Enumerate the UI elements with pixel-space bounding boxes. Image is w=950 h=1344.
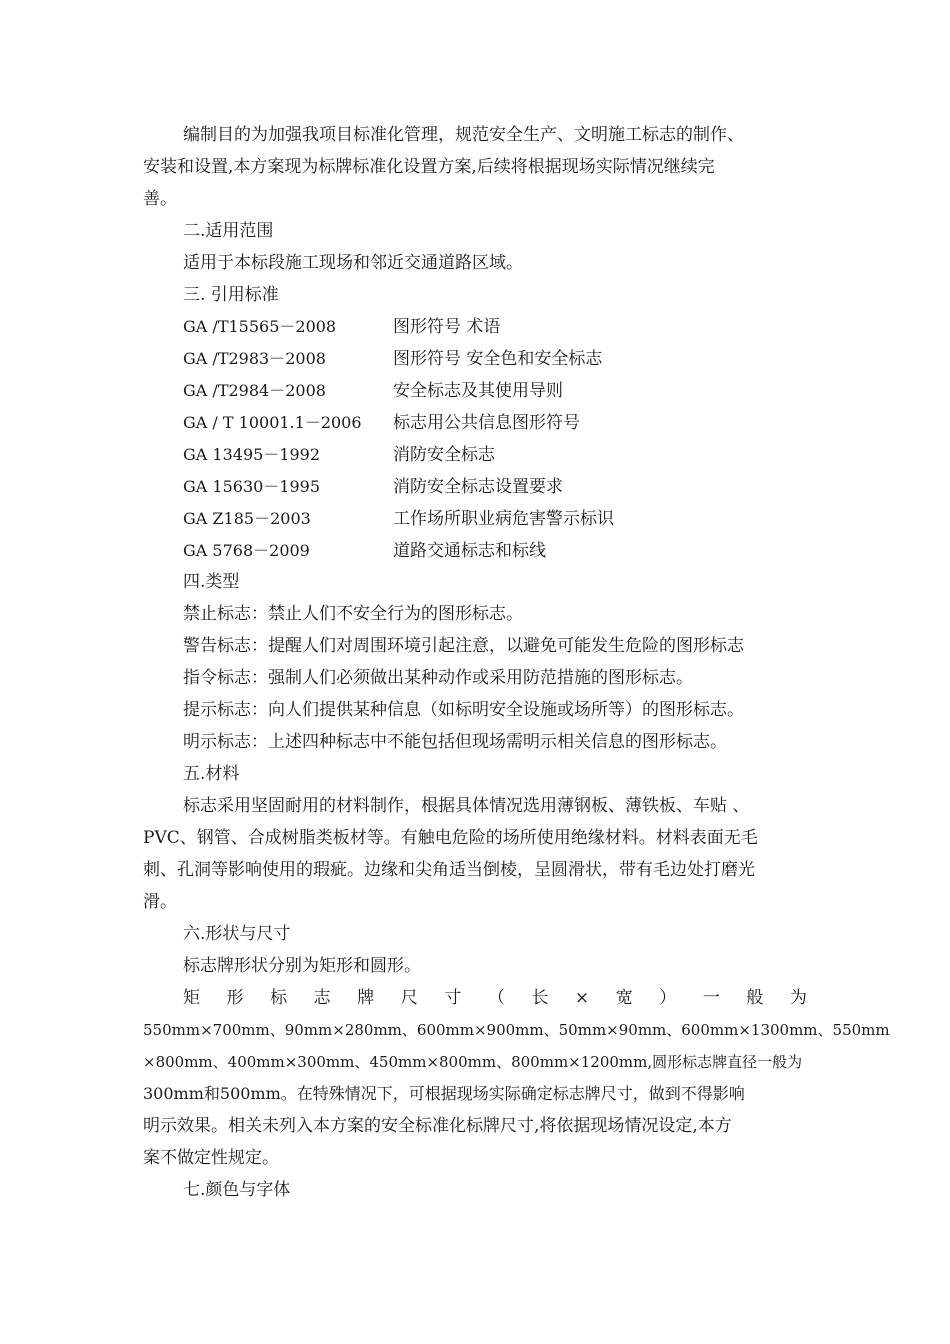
justified-char: 寸 bbox=[444, 988, 462, 1008]
justified-char: 为 bbox=[789, 988, 807, 1008]
materials-line-3: 刺、孔洞等影响使用的瑕疵。边缘和尖角适当倒棱，呈圆滑状，带有毛边处打磨光 bbox=[143, 860, 755, 880]
standard-title: 消防安全标志 bbox=[393, 445, 495, 465]
justified-char: 宽 bbox=[615, 988, 633, 1008]
shape-line-3: ×800mm、400mm×300mm、450mm×800mm、800mm×1200mm,圆形标志牌直径一般为 bbox=[143, 1053, 803, 1071]
standard-code: GA /T2983－2008 bbox=[183, 349, 326, 368]
shape-text: 标志牌形状分别为矩形和圆形。 bbox=[183, 956, 421, 976]
materials-line-2: PVC、钢管、合成树脂类板材等。有触电危险的场所使用绝缘材料。材料表面无毛 bbox=[143, 828, 758, 848]
types-heading: 四.类型 bbox=[183, 572, 240, 592]
standard-code: GA Z185－2003 bbox=[183, 509, 311, 528]
type-item: 警告标志：提醒人们对周围环境引起注意，以避免可能发生危险的图形标志 bbox=[183, 636, 744, 656]
standard-code: GA 5768－2009 bbox=[183, 541, 310, 560]
standard-title: 图形符号 安全色和安全标志 bbox=[393, 349, 603, 369]
justified-char: （ bbox=[487, 988, 505, 1008]
purpose-line-1: 编制目的为加强我项目标准化管理，规范安全生产、文明施工标志的制作、 bbox=[183, 125, 744, 145]
justified-char: 尺 bbox=[400, 988, 418, 1008]
standard-code: GA / T 10001.1－2006 bbox=[183, 413, 362, 432]
type-item: 提示标志：向人们提供某种信息（如标明安全设施或场所等）的图形标志。 bbox=[183, 700, 744, 720]
standard-title: 标志用公共信息图形符号 bbox=[393, 413, 580, 433]
standards-heading: 三. 引用标准 bbox=[183, 285, 279, 305]
standard-title: 图形符号 术语 bbox=[393, 317, 501, 337]
justified-char: × bbox=[574, 988, 590, 1008]
standard-code: GA /T15565－2008 bbox=[183, 317, 337, 336]
purpose-line-3: 善。 bbox=[143, 189, 177, 209]
type-item: 指令标志：强制人们必须做出某种动作或采用防范措施的图形标志。 bbox=[183, 668, 693, 688]
materials-heading: 五.材料 bbox=[183, 764, 240, 784]
standard-code: GA 15630－1995 bbox=[183, 477, 321, 496]
materials-line-1: 标志采用坚固耐用的材料制作，根据具体情况选用薄钢板、薄铁板、车贴 、 bbox=[183, 796, 750, 816]
shape-size-line bbox=[183, 987, 807, 1009]
type-item: 明示标志：上述四种标志中不能包括但现场需明示相关信息的图形标志。 bbox=[183, 732, 727, 752]
justified-char: 矩 bbox=[183, 988, 200, 1008]
justified-char: 形 bbox=[226, 988, 244, 1008]
materials-line-4: 滑。 bbox=[143, 892, 177, 912]
justified-char: 标 bbox=[270, 988, 288, 1008]
standard-title: 安全标志及其使用导则 bbox=[393, 381, 563, 401]
standard-title: 工作场所职业病危害警示标识 bbox=[393, 509, 614, 529]
purpose-line-2: 安装和设置,本方案现为标牌标准化设置方案,后续将根据现场实际情况继续完 bbox=[143, 157, 715, 177]
justified-char: 般 bbox=[746, 988, 764, 1008]
standard-title: 消防安全标志设置要求 bbox=[393, 477, 563, 497]
scope-text: 适用于本标段施工现场和邻近交通道路区域。 bbox=[183, 253, 523, 273]
color-heading: 七.颜色与字体 bbox=[183, 1180, 291, 1200]
justified-char: 志 bbox=[313, 988, 331, 1008]
justified-char: ） bbox=[659, 988, 677, 1008]
justified-char: 长 bbox=[531, 988, 549, 1008]
shape-line-2: 550mm×700mm、90mm×280mm、600mm×900mm、50mm×90mm、600mm×1300mm、550mm bbox=[143, 1021, 890, 1039]
justified-char: 一 bbox=[702, 988, 720, 1008]
shape-heading: 六.形状与尺寸 bbox=[183, 924, 291, 944]
standard-code: GA /T2984－2008 bbox=[183, 381, 326, 400]
shape-line-4: 300mm和500mm。在特殊情况下，可根据现场实际确定标志牌尺寸，做到不得影响 bbox=[143, 1084, 745, 1103]
standard-title: 道路交通标志和标线 bbox=[393, 541, 546, 561]
shape-line-5: 明示效果。相关未列入本方案的安全标准化标牌尺寸,将依据现场情况设定,本方 bbox=[143, 1116, 732, 1136]
justified-char: 牌 bbox=[357, 988, 375, 1008]
shape-line-6: 案不做定性规定。 bbox=[143, 1148, 279, 1168]
scope-heading: 二.适用范围 bbox=[183, 221, 274, 241]
type-item: 禁止标志：禁止人们不安全行为的图形标志。 bbox=[183, 604, 523, 624]
standard-code: GA 13495－1992 bbox=[183, 445, 321, 464]
